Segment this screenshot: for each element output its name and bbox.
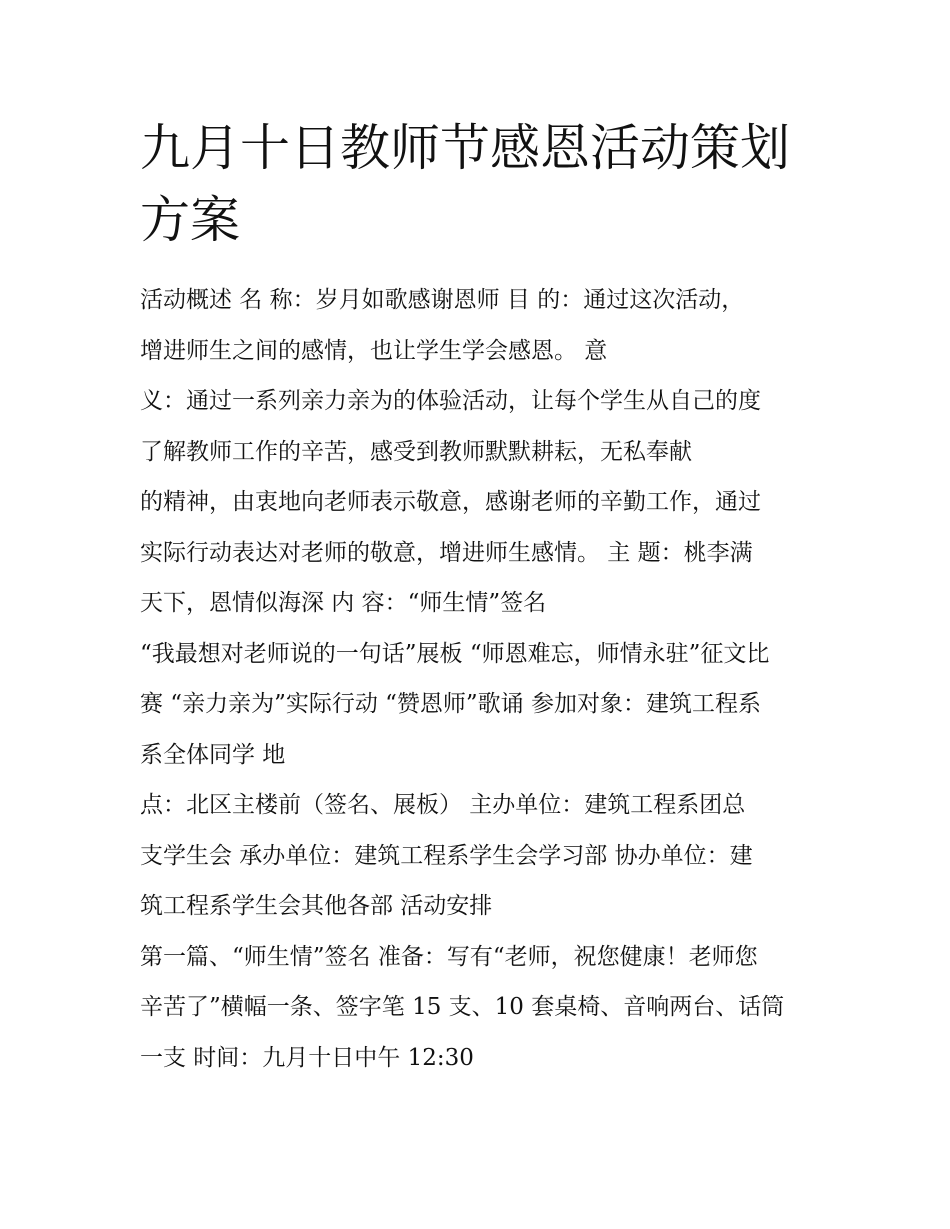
body-line: 天下，恩情似海深 内 容：“师生情”签名 <box>140 590 547 616</box>
body-line: 筑工程系学生会其他各部 活动安排 <box>140 893 493 919</box>
body-line: 增进师生之间的感情，也让学生学会感恩。 意 <box>140 337 608 364</box>
body-line: 第一篇、“师生情”签名 准备：写有“老师，祝您健康！老师您 <box>140 943 758 970</box>
body-line: 一支 时间：九月十日中午 12:30 <box>140 1044 474 1071</box>
body-line: 辛苦了”横幅一条、签字笔 15 支、10 套桌椅、音响两台、话筒 <box>140 994 785 1020</box>
body-line: 系全体同学 地 <box>140 741 286 768</box>
body-line: 活动概述 名 称：岁月如歌感谢恩师 目 的：通过这次活动， <box>140 287 745 313</box>
body-line: 支学生会 承办单位：建筑工程系学生会学习部 协办单位：建 <box>140 842 753 869</box>
title-line: 九月十日教师节感恩活动策划 <box>140 119 790 177</box>
body-line: 了解教师工作的辛苦，感受到教师默默耕耘，无私奉献 <box>140 438 692 465</box>
body-line: 赛 “亲力亲为”实际行动 “赞恩师”歌诵 参加对象：建筑工程系 <box>140 691 761 717</box>
title-line: 方案 <box>140 191 240 249</box>
document-title <box>140 112 820 256</box>
body-line: 的精神，由衷地向老师表示敬意，感谢老师的辛勤工作，通过 <box>140 489 761 515</box>
body-line: 点：北区主楼前（签名、展板） 主办单位：建筑工程系团总 <box>140 792 746 818</box>
body-line: 实际行动表达对老师的敬意，增进师生感情。 主 题：桃李满 <box>140 539 753 566</box>
body-line: 义：通过一系列亲力亲为的体验活动，让每个学生从自己的度 <box>140 388 761 414</box>
body-line: “我最想对老师说的一句话”展板 “师恩难忘，师情永驻”征文比 <box>140 640 770 667</box>
document-body <box>140 275 820 1083</box>
